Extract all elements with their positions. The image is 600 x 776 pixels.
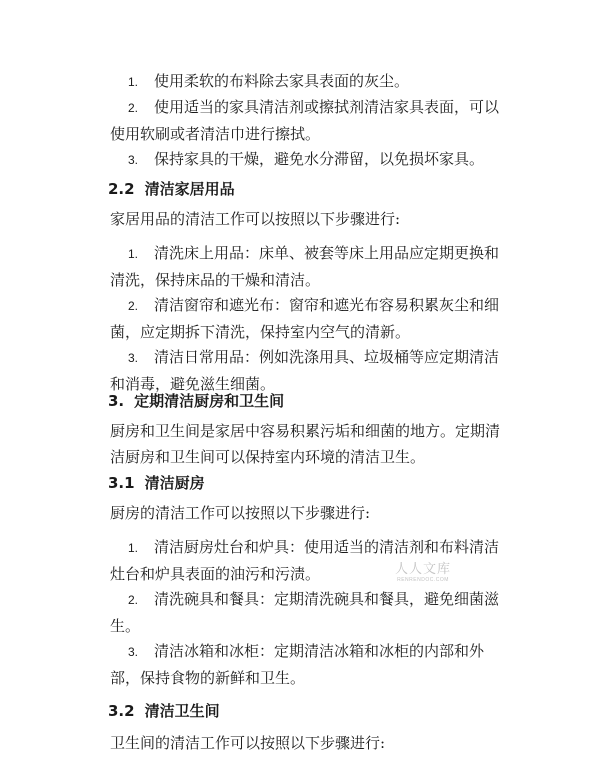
list-text: 清洁冰箱和冰柜：定期清洁冰箱和冰柜的内部和外部，保持食物的新鲜和卫生。 <box>110 642 485 687</box>
section-heading <box>108 390 284 412</box>
list-number: 1. <box>128 247 139 261</box>
section-heading <box>108 472 205 494</box>
section-title: 定期清洁厨房和卫生间 <box>134 392 285 410</box>
section-heading <box>108 178 235 200</box>
section-title: 清洁家居用品 <box>144 180 235 198</box>
list-item <box>110 94 510 147</box>
list-item <box>110 240 510 293</box>
list-text: 清洗碗具和餐具：定期清洗碗具和餐具，避免细菌滋生。 <box>110 590 500 635</box>
watermark-title: 人人文库 <box>394 562 451 577</box>
list-item <box>110 586 510 639</box>
section-number: 2.2 <box>108 180 135 198</box>
list-item <box>110 292 510 345</box>
section-heading <box>108 700 220 722</box>
list-text: 清洗床上用品：床单、被套等床上用品应定期更换和清洗，保持床品的干燥和清洁。 <box>110 244 500 289</box>
list-text: 清洁厨房灶台和炉具：使用适当的清洁剂和布料清洁灶台和炉具表面的油污和污渍。 <box>110 538 500 583</box>
list-text: 清洁日常用品：例如洗涤用具、垃圾桶等应定期清洁和消毒，避免滋生细菌。 <box>110 348 500 393</box>
list-item <box>110 146 510 173</box>
list-number: 2. <box>128 299 139 313</box>
list-item <box>110 638 510 691</box>
section-number: 3.2 <box>108 702 135 720</box>
list-number: 3. <box>128 153 139 167</box>
paragraph: 卫生间的清洁工作可以按照以下步骤进行: <box>110 734 386 752</box>
paragraph: 厨房和卫生间是家居中容易积累污垢和细菌的地方。定期清洁厨房和卫生间可以保持室内环境的清洁卫生。 <box>110 422 501 466</box>
list-number: 2. <box>128 101 139 115</box>
list-number: 3. <box>128 351 139 365</box>
list-text: 清洁窗帘和遮光布：窗帘和遮光布容易积累灰尘和细菌，应定期拆下清洗，保持室内空气的清新。 <box>110 296 500 341</box>
section-number: 3. <box>108 392 125 410</box>
section-title: 清洁卫生间 <box>144 702 220 720</box>
watermark-subtitle: RENRENDOC.COM <box>397 577 449 583</box>
list-number: 2. <box>128 593 139 607</box>
list-text: 使用柔软的布料除去家具表面的灰尘。 <box>154 72 410 90</box>
section-number: 3.1 <box>108 474 135 492</box>
section-title: 清洁厨房 <box>144 474 205 492</box>
list-number: 1. <box>128 541 139 555</box>
list-number: 3. <box>128 645 139 659</box>
list-text: 使用适当的家具清洁剂或擦拭剂清洁家具表面，可以使用软刷或者清洁巾进行擦拭。 <box>110 98 500 143</box>
list-text: 保持家具的干燥，避免水分滞留，以免损坏家具。 <box>154 150 485 168</box>
list-number: 1. <box>128 75 139 89</box>
paragraph: 家居用品的清洁工作可以按照以下步骤进行: <box>110 210 401 228</box>
list-item <box>110 68 510 95</box>
watermark-logo <box>378 562 468 583</box>
paragraph: 厨房的清洁工作可以按照以下步骤进行: <box>110 504 371 522</box>
